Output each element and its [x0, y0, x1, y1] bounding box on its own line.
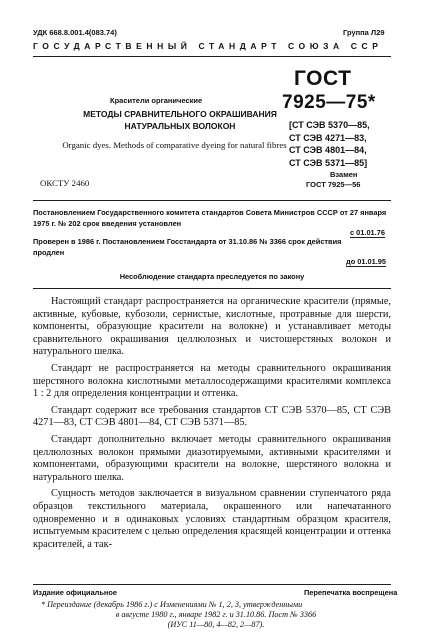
gost-number: 7925—75* [282, 92, 376, 113]
footnote-line: в августе 1980 г., январе 1982 г. и 31.10.86. Пост № 3366 [115, 610, 317, 620]
cev-reference: СТ СЭВ 4271—83, [289, 132, 367, 143]
legal-notice: Несоблюдение стандарта преследуется по закону [119, 272, 305, 281]
body-paragraph: Стандарт содержит все требования стандартов СТ СЭВ 5370—85, СТ СЭВ 4271—83, СТ СЭВ 4801—84, СТ СЭВ 5371—85. [33, 404, 391, 429]
gost-label: ГОСТ [294, 67, 352, 90]
checked-text: Проверен в 1986 г. Постановлением Госстандарта от 31.10.86 № 3366 срок действия продлен [33, 237, 342, 257]
cev-reference: СТ СЭВ 5371—85] [289, 157, 368, 168]
footnote-line: (ИУС 11—80, 4—82, 2—87). [167, 620, 265, 630]
extended-date: до 01.01.95 [346, 257, 387, 266]
effective-date: с 01.01.76 [350, 228, 385, 237]
footnote-line: * Переиздание (декабрь 1986 г.) с Изменениями № 1, 2, 3, утвержденными [41, 600, 303, 609]
replaces-value: ГОСТ 7925—56 [306, 180, 361, 189]
replaces-label: Взамен [330, 170, 358, 179]
body-rule [33, 288, 391, 289]
replaces-block [306, 170, 361, 190]
body-paragraph: Настоящий стандарт распространяется на органические красители (прямые, активные, кубовые, кубозоли, сернистые, кислотные, протравные для шерсти, компоненты, образующие красители на волокне) и устанавливает методы сравнительного окрашивания целлюлозных и чистошерстяных волокон и натурального шелка. [33, 296, 391, 358]
decree-rule [33, 200, 391, 201]
cev-reference: [СТ СЭВ 5370—85, [289, 120, 370, 130]
reissue-footnote [33, 600, 391, 631]
official-edition-label: Издание официальное [33, 588, 118, 597]
body-paragraph: Сущность методов заключается в визуальном сравнении ступенчатого ряда образцов текстильного материала, окрашенного или напечатанного одновременно и в одинаковых условиях стандартным образцом красителя, испытуемым красителем с целью определения красящей концентрации и оттенка красителей, а так- [33, 488, 391, 550]
header-rule [33, 56, 391, 57]
footer-rule [33, 584, 391, 585]
english-title: Organic dyes. Methods of comparative dyeing for natural fibres [62, 140, 287, 150]
cev-references [289, 119, 370, 169]
document-title: МЕТОДЫ СРАВНИТЕЛЬНОГО ОКРАШИВАНИЯ НАТУРАЛЬНЫХ ВОЛОКОН [83, 109, 277, 131]
okstu-code: ОКСТУ 2460 [40, 178, 90, 188]
reprint-notice: Перепечатка воспрещена [304, 588, 398, 597]
cev-reference: СТ СЭВ 4801—84, [289, 145, 367, 155]
body-text [33, 296, 391, 555]
udc-code: УДК 668.8.001.4(083.74) [33, 28, 117, 37]
decree-text: Постановлением Государственного комитета стандартов Совета Министров СССР от 27 января 1975 г. № 202 срок введения установлен [33, 208, 387, 228]
group-code: Группа Л29 [343, 28, 385, 37]
body-paragraph: Стандарт не распространяется на методы сравнительного окрашивания шерстяного волокна кислотными металлосодержащими красителями комплекса 1 : 2 для определения концентрации и оттенка. [33, 362, 391, 400]
category-label: Красители органические [110, 96, 203, 105]
standard-banner: ГОСУДАРСТВЕННЫЙ СТАНДАРТ СОЮЗА ССР [33, 41, 383, 51]
body-paragraph: Стандарт дополнительно включает методы сравнительного окрашивания целлюлозных волокон прямыми диазотируемыми, активными красителями и компонентами, образующими красители на волокне, шерстяного волокна и натурального шелка. [33, 433, 391, 483]
